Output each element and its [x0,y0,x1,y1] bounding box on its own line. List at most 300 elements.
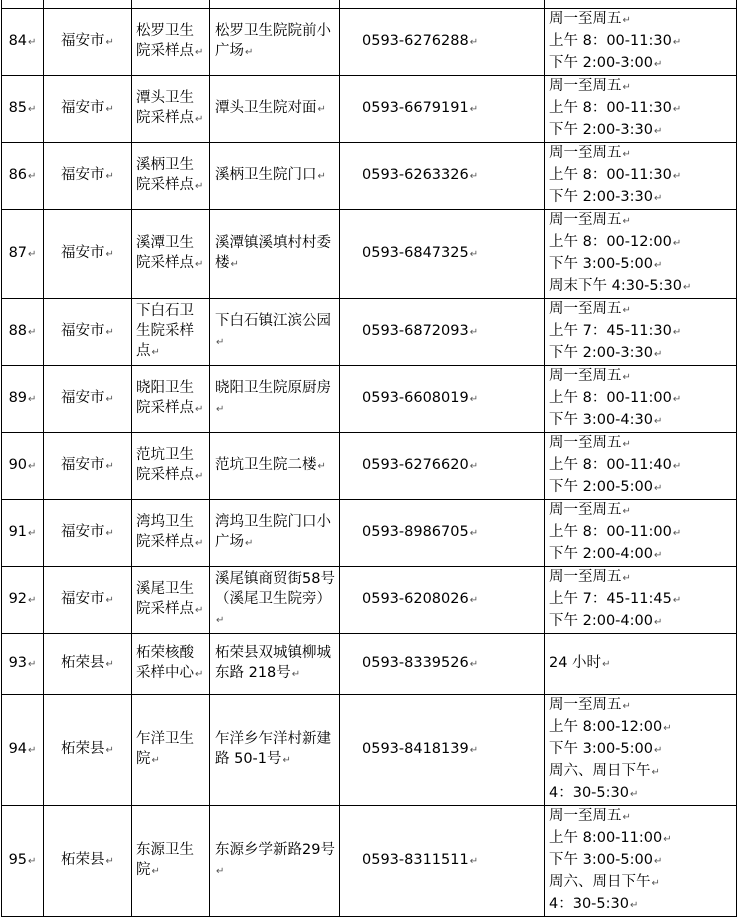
hours-line [549,210,734,232]
row-site-name: 溪尾卫生院采样点 [136,581,194,617]
hours-line [549,143,734,165]
hours-text: 下午 2:00-5:00 [549,479,653,495]
paragraph-mark-icon: ↵ [672,528,682,539]
row-address-cell [210,76,340,143]
row-city: 福安市 [61,323,105,339]
row-city-cell [44,9,132,76]
hours-line [549,739,734,761]
row-city-cell [44,76,132,143]
paragraph-mark-icon: ↵ [622,82,631,93]
row-site-name: 东源卫生院 [136,842,194,878]
row-number: 94 [8,741,28,757]
table-row [2,143,737,210]
row-address-cell [210,366,340,433]
row-city-cell [44,806,132,917]
paragraph-mark-icon: ↵ [195,404,204,415]
paragraph-mark-icon: ↵ [105,171,114,182]
hours-line [549,567,734,589]
row-site-name-cell [132,634,210,695]
paragraph-mark-icon: ↵ [28,461,37,472]
paragraph-mark-icon: ↵ [105,528,114,539]
hours-line [549,433,734,455]
row-number-cell [2,76,44,143]
paragraph-mark-icon: ↵ [651,878,660,889]
paragraph-mark-icon: ↵ [653,260,663,271]
row-site-name: 下白石卫生院采样点 [136,303,194,359]
row-number: 95 [8,852,28,868]
row-phone-cell [340,500,545,567]
paragraph-mark-icon: ↵ [469,856,479,867]
table-body [2,0,737,917]
row-number: 86 [8,167,28,183]
hours-text: 周一至周五 [549,78,622,94]
row-hours-cell [545,433,737,500]
hours-line [549,850,734,872]
paragraph-mark-icon: ↵ [653,550,663,561]
hours-text: 周一至周五 [549,212,622,228]
row-site-name-cell [132,433,210,500]
row-address: 范坑卫生院二楼 [215,457,317,473]
paragraph-mark-icon: ↵ [151,755,160,766]
table-row [2,76,737,143]
row-site-name: 潭头卫生院采样点 [136,90,194,126]
row-site-name-cell [132,695,210,806]
paragraph-mark-icon: ↵ [663,723,672,734]
row-address-cell [210,210,340,299]
row-site-name: 湾坞卫生院采样点 [136,514,194,550]
row-number: 84 [8,33,28,49]
row-city: 柘荣县 [61,655,105,671]
row-city: 福安市 [61,591,105,607]
paragraph-mark-icon: ↵ [469,528,479,539]
row-site-name-cell [132,366,210,433]
hours-line [549,76,734,98]
row-city: 福安市 [61,390,105,406]
paragraph-mark-icon: ↵ [28,856,37,867]
hours-line [549,717,734,739]
hours-line [549,783,734,805]
row-hours-cell [545,634,737,695]
row-phone-cell [340,76,545,143]
hours-text: 周末下午 4:30-5:30 [549,278,682,294]
paragraph-mark-icon: ↵ [317,104,326,115]
hours-line [549,410,734,432]
hours-line [549,9,734,31]
paragraph-mark-icon: ↵ [622,216,631,227]
row-hours-cell [545,567,737,634]
row-hours-cell [545,143,737,210]
hours-line [549,343,734,365]
row-phone-cell [340,806,545,917]
row-number-cell [2,9,44,76]
hours-text: 上午 8：00-11:00 [549,524,672,540]
row-city: 福安市 [61,167,105,183]
row-phone-cell [340,143,545,210]
hours-line [549,611,734,633]
hours-text: 周一至周五 [549,145,622,161]
row-city-cell [44,299,132,366]
paragraph-mark-icon: ↵ [28,595,37,606]
hours-line [549,455,734,477]
row-phone: 0593-6679191 [362,100,469,116]
hours-line [549,500,734,522]
paragraph-mark-icon: ↵ [105,659,114,670]
paragraph-mark-icon: ↵ [195,669,204,680]
paragraph-mark-icon: ↵ [28,327,37,338]
row-city: 福安市 [61,100,105,116]
row-phone-cell [340,567,545,634]
row-phone-cell [340,210,545,299]
row-address: 溪柄卫生院门口 [215,167,317,183]
paragraph-mark-icon: ↵ [105,249,114,260]
paragraph-mark-icon: ↵ [105,327,114,338]
paragraph-mark-icon: ↵ [622,305,631,316]
paragraph-mark-icon: ↵ [195,47,204,58]
hours-text: 上午 8：00-12:00 [549,234,672,250]
paragraph-mark-icon: ↵ [195,471,204,482]
hours-line [549,276,734,298]
paragraph-mark-icon: ↵ [245,47,254,58]
paragraph-mark-icon: ↵ [469,659,479,670]
row-site-name: 溪柄卫生院采样点 [136,157,194,193]
row-site-name: 溪潭卫生院采样点 [136,235,194,271]
paragraph-mark-icon: ↵ [105,461,114,472]
row-address: 下白石镇江滨公园 [215,313,331,329]
row-address: 柘荣县双城镇柳城东路 218号 [215,645,331,681]
paragraph-mark-icon: ↵ [622,439,631,450]
row-city-cell [44,366,132,433]
paragraph-mark-icon: ↵ [317,461,326,472]
hours-text: 24 小时 [549,655,602,671]
row-number-cell [2,567,44,634]
paragraph-mark-icon: ↵ [672,595,682,606]
hours-text: 周一至周五 [549,11,622,27]
hours-text: 下午 2:00-4:00 [549,613,653,629]
row-phone-cell [340,695,545,806]
row-phone: 0593-6276288 [362,33,469,49]
hours-text: 上午 8：00-11:30 [549,167,672,183]
paragraph-mark-icon: ↵ [653,126,663,137]
paragraph-mark-icon: ↵ [651,767,660,778]
row-phone: 0593-6847325 [362,245,469,261]
paragraph-mark-icon: ↵ [469,37,479,48]
row-city: 福安市 [61,457,105,473]
paragraph-mark-icon: ↵ [105,856,114,867]
row-city: 福安市 [61,33,105,49]
hours-text: 下午 3:00-5:00 [549,852,653,868]
table-row [2,210,737,299]
paragraph-mark-icon: ↵ [469,745,479,756]
row-hours-cell [545,366,737,433]
row-address: 乍洋乡乍洋村新建路 50-1号 [215,731,331,767]
row-number-cell [2,500,44,567]
paragraph-mark-icon: ↵ [672,327,682,338]
row-address-cell [210,567,340,634]
row-phone: 0593-8311511 [362,852,469,868]
row-city-cell [44,143,132,210]
hours-line [549,894,734,916]
row-city-cell [44,433,132,500]
hours-line [549,366,734,388]
row-site-name-cell [132,9,210,76]
hours-text: 下午 2:00-3:00 [549,55,653,71]
paragraph-mark-icon: ↵ [28,659,37,670]
hours-line [549,187,734,209]
row-number-cell [2,634,44,695]
paragraph-mark-icon: ↵ [151,347,160,358]
row-number: 91 [8,524,28,540]
row-number: 87 [8,245,28,261]
hours-line [549,388,734,410]
row-number: 85 [8,100,28,116]
hours-line [549,299,734,321]
row-number: 89 [8,390,28,406]
paragraph-mark-icon: ↵ [469,595,479,606]
paragraph-mark-icon: ↵ [653,193,663,204]
row-address-cell [210,634,340,695]
paragraph-mark-icon: ↵ [672,238,682,249]
row-hours-cell [545,299,737,366]
paragraph-mark-icon: ↵ [28,249,37,260]
paragraph-mark-icon: ↵ [195,538,204,549]
paragraph-mark-icon: ↵ [216,615,225,626]
row-city: 柘荣县 [61,741,105,757]
hours-line [549,806,734,828]
table-row [2,500,737,567]
hours-line [549,544,734,566]
table-row [2,634,737,695]
table-row [2,567,737,634]
paragraph-mark-icon: ↵ [672,461,682,472]
row-number-cell [2,299,44,366]
row-number-cell [2,695,44,806]
row-phone-cell [340,366,545,433]
paragraph-mark-icon: ↵ [653,617,663,628]
row-address: 潭头卫生院对面 [215,100,317,116]
row-number-cell [2,806,44,917]
paragraph-mark-icon: ↵ [28,171,37,182]
paragraph-mark-icon: ↵ [672,37,682,48]
row-number-cell [2,366,44,433]
hours-line [549,653,734,675]
row-site-name: 范坑卫生院采样点 [136,447,194,483]
row-site-name-cell [132,567,210,634]
paragraph-mark-icon: ↵ [663,834,672,845]
row-hours-cell [545,500,737,567]
hours-line [549,232,734,254]
hours-text: 上午 8：00-11:40 [549,457,672,473]
sampling-sites-table [1,0,737,917]
row-address-cell [210,9,340,76]
hours-text: 上午 8：00-11:00 [549,390,672,406]
row-phone-cell [340,299,545,366]
table-row [2,366,737,433]
hours-text: 周一至周五 [549,569,622,585]
row-city-cell [44,500,132,567]
row-site-name-cell [132,299,210,366]
paragraph-mark-icon: ↵ [28,37,37,48]
hours-line [549,53,734,75]
hours-line [549,98,734,120]
row-number: 90 [8,457,28,473]
hours-line [549,165,734,187]
paragraph-mark-icon: ↵ [105,394,114,405]
paragraph-mark-icon: ↵ [282,755,291,766]
paragraph-mark-icon: ↵ [291,669,301,680]
paragraph-mark-icon: ↵ [317,171,326,182]
hours-text: 周一至周五 [549,697,622,713]
paragraph-mark-icon: ↵ [469,327,479,338]
paragraph-mark-icon: ↵ [622,573,631,584]
row-address: 松罗卫生院院前小广场 [215,23,331,59]
paragraph-mark-icon: ↵ [622,506,631,517]
hours-line [549,761,734,783]
row-city-cell [44,567,132,634]
paragraph-mark-icon: ↵ [672,394,682,405]
row-address-cell [210,299,340,366]
paragraph-mark-icon: ↵ [469,171,479,182]
paragraph-mark-icon: ↵ [653,349,663,360]
hours-text: 周一至周五 [549,301,622,317]
paragraph-mark-icon: ↵ [28,394,37,405]
row-city: 柘荣县 [61,852,105,868]
table-row [2,299,737,366]
row-hours-cell [545,9,737,76]
row-site-name-cell [132,76,210,143]
row-address-cell [210,143,340,210]
paragraph-mark-icon: ↵ [653,59,663,70]
hours-text: 4：30-5:30 [549,785,629,801]
paragraph-mark-icon: ↵ [195,259,204,270]
row-site-name-cell [132,500,210,567]
paragraph-mark-icon: ↵ [216,404,225,415]
paragraph-mark-icon: ↵ [105,595,114,606]
paragraph-mark-icon: ↵ [682,282,692,293]
row-address: 晓阳卫生院原厨房 [215,380,331,396]
paragraph-mark-icon: ↵ [230,259,239,270]
paragraph-mark-icon: ↵ [105,37,114,48]
hours-text: 下午 3:00-5:00 [549,741,653,757]
paragraph-mark-icon: ↵ [622,812,631,823]
row-address-cell [210,433,340,500]
row-city: 福安市 [61,524,105,540]
row-address-cell [210,695,340,806]
row-phone: 0593-6608019 [362,390,469,406]
row-hours-cell [545,806,737,917]
hours-text: 上午 8:00-12:00 [549,719,663,735]
hours-text: 周一至周五 [549,808,622,824]
hours-text: 下午 3:00-4:30 [549,412,653,428]
row-address-cell [210,500,340,567]
row-site-name: 松罗卫生院采样点 [136,23,194,59]
hours-line [549,872,734,894]
paragraph-mark-icon: ↵ [216,337,225,348]
row-phone-cell [340,433,545,500]
row-phone: 0593-6276620 [362,457,469,473]
row-address: 东源乡学新路29号 [215,842,335,858]
paragraph-mark-icon: ↵ [195,114,204,125]
hours-text: 周一至周五 [549,502,622,518]
row-phone-cell [340,634,545,695]
row-phone: 0593-8418139 [362,741,469,757]
hours-text: 上午 7：45-11:45 [549,591,672,607]
row-city: 福安市 [61,245,105,261]
paragraph-mark-icon: ↵ [622,701,631,712]
row-hours-cell [545,210,737,299]
paragraph-mark-icon: ↵ [629,789,639,800]
paragraph-mark-icon: ↵ [622,15,631,26]
paragraph-mark-icon: ↵ [469,394,479,405]
row-phone-cell [340,9,545,76]
hours-text: 4：30-5:30 [549,896,629,912]
row-phone: 0593-6263326 [362,167,469,183]
row-site-name-cell [132,210,210,299]
paragraph-mark-icon: ↵ [629,900,639,911]
row-number-cell [2,210,44,299]
paragraph-mark-icon: ↵ [469,249,479,260]
hours-line [549,589,734,611]
paragraph-mark-icon: ↵ [602,659,611,670]
paragraph-mark-icon: ↵ [151,866,160,877]
paragraph-mark-icon: ↵ [672,171,682,182]
row-number: 88 [8,323,28,339]
paragraph-mark-icon: ↵ [28,745,37,756]
hours-text: 下午 2:00-3:30 [549,122,653,138]
paragraph-mark-icon: ↵ [653,483,663,494]
row-phone: 0593-6208026 [362,591,469,607]
hours-line [549,477,734,499]
row-site-name: 晓阳卫生院采样点 [136,380,194,416]
hours-text: 下午 2:00-3:30 [549,345,653,361]
row-number: 93 [8,655,28,671]
row-phone: 0593-8339526 [362,655,469,671]
row-city-cell [44,210,132,299]
hours-text: 上午 8：00-11:30 [549,33,672,49]
row-address: 湾坞卫生院门口小广场 [215,514,331,550]
table-row [2,9,737,76]
paragraph-mark-icon: ↵ [469,104,479,115]
hours-line [549,828,734,850]
hours-line [549,695,734,717]
row-city-cell [44,634,132,695]
row-city-cell [44,695,132,806]
row-address-cell [210,806,340,917]
hours-text: 上午 8：00-11:30 [549,100,672,116]
row-number-cell [2,143,44,210]
paragraph-mark-icon: ↵ [105,745,114,756]
hours-text: 上午 7：45-11:30 [549,323,672,339]
table-row [2,806,737,917]
hours-text: 周六、周日下午 [549,763,651,779]
hours-text: 周六、周日下午 [549,874,651,890]
hours-line [549,254,734,276]
hours-text: 下午 2:00-3:30 [549,189,653,205]
paragraph-mark-icon: ↵ [622,372,631,383]
hours-text: 周一至周五 [549,435,622,451]
hours-line [549,31,734,53]
row-hours-cell [545,76,737,143]
hours-line [549,522,734,544]
row-site-name-cell [132,143,210,210]
paragraph-mark-icon: ↵ [28,104,37,115]
hours-text: 下午 2:00-4:00 [549,546,653,562]
paragraph-mark-icon: ↵ [653,745,663,756]
row-phone: 0593-6872093 [362,323,469,339]
table-row-prev [2,0,737,9]
paragraph-mark-icon: ↵ [195,181,204,192]
row-site-name: 乍洋卫生院 [136,731,194,767]
paragraph-mark-icon: ↵ [195,605,204,616]
